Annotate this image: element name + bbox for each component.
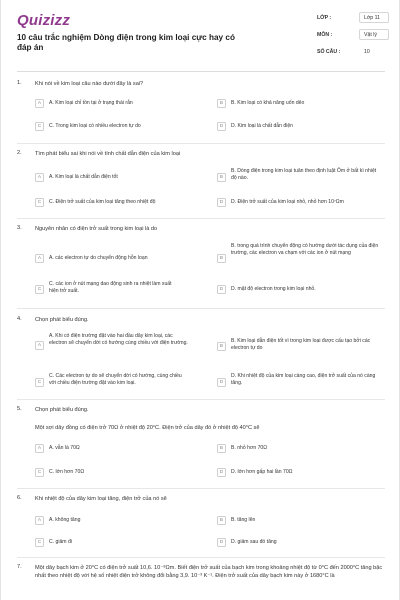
option-text: A. vẫn là 70Ω — [49, 445, 80, 451]
option-text: B. trong quá trình chuyển động có hướng dưới tác dụng của điện trường, các electron va chạm với các ion ở nút mạng — [231, 243, 379, 256]
option-text: C. Trong kim loại có nhiều electron tự do — [49, 123, 141, 129]
option-text: D. giảm sau đó tăng — [231, 539, 277, 545]
class-value: Lớp 11 — [359, 12, 389, 23]
header-divider — [17, 71, 385, 72]
question-count-value: 10 — [364, 49, 370, 55]
option-text: A. các electron tự do chuyển động hỗn loạn — [49, 255, 148, 261]
question-divider — [17, 557, 385, 558]
option-text: C. các ion ở nút mạng dao động sinh ra nhiệt làm xuất hiện trở suất. — [49, 281, 172, 294]
option-letter-box: D — [217, 198, 226, 207]
option-letter-box: A — [35, 99, 44, 108]
question-number: 5. — [17, 406, 22, 412]
option-letter-box: D — [217, 538, 226, 547]
question-number: 2. — [17, 150, 22, 156]
option-text: A. Khi có điện trường đặt vào hai đầu dây kim loại, các electron sẽ chuyển dời có hướng cùng chiều với điện trường. — [49, 333, 188, 346]
option-letter-box: B — [217, 516, 226, 525]
option-text: C. giảm đi — [49, 539, 72, 545]
option-letter-box: C — [35, 468, 44, 477]
question-divider — [17, 399, 385, 400]
question-subtext: Một sợi dây đồng có điện trở 70Ω ở nhiệt độ 20°C. Điện trở của dây đó ở nhiệt độ 40°C sẽ — [35, 425, 260, 431]
option-letter-box: A — [35, 444, 44, 453]
question-text: Chọn phát biểu đúng. — [35, 407, 89, 413]
question-divider — [17, 143, 385, 144]
question-number: 6. — [17, 495, 22, 501]
question-number: 4. — [17, 316, 22, 322]
option-letter-box: D — [217, 122, 226, 131]
option-text: B. Dòng điện trong kim loại tuân theo định luật Ôm ở bất kì nhiệt độ nào. — [231, 168, 377, 181]
option-text: D. Kim loại là chất dẫn điện — [231, 123, 294, 129]
option-text: C. Các electron tự do sẽ chuyển dời có hướng, cùng chiều với chiều điện trường đặt vào kim loại. — [49, 373, 182, 386]
option-letter-box: C — [35, 198, 44, 207]
question-text: Chọn phát biểu đúng. — [35, 317, 89, 323]
question-text: Một dây bạch kim ở 20°C có điện trở suất 10,6. 10⁻⁸Ωm. Biết điện trở suất của bạch kim trong khoảng nhiệt độ từ 0°C đến 2000°C tăng bậc nhất theo nhiệt độ với hệ số nhiệt điện trở không đổi bằng 3,9. 10⁻³ K⁻¹. Điện trở suất của dây bạch kim này ở 1680°C là — [35, 565, 383, 579]
question-count-label: SỐ CÂU : — [317, 49, 341, 55]
option-text: D. Điện trở suất của kim loại nhỏ, nhỏ hơn 10⁷Ωm — [231, 199, 344, 205]
option-letter-box: A — [35, 173, 44, 182]
question-number: 1. — [17, 80, 22, 86]
worksheet-header — [1, 0, 400, 68]
option-letter-box: B — [217, 444, 226, 453]
class-label: LỚP : — [317, 15, 332, 21]
option-letter-box: B — [217, 99, 226, 108]
option-letter-box: C — [35, 378, 44, 387]
option-letter-box: B — [217, 342, 226, 351]
question-text: Nguyên nhân có điện trở suất trong kim loại là do — [35, 226, 158, 232]
subject-label: MÔN : — [317, 32, 333, 38]
option-letter-box: A — [35, 341, 44, 350]
option-text: A. không tăng — [49, 517, 81, 523]
option-text: B. tăng lên — [231, 517, 256, 523]
option-letter-box: C — [35, 122, 44, 131]
option-letter-box: C — [35, 285, 44, 294]
option-text: B. Kim loại dẫn điện tốt vì trong kim loại được cấu tạo bởi các electron tự do — [231, 338, 371, 351]
option-text: A. Kim loại chỉ tồn tại ở trạng thái rắn — [49, 100, 133, 106]
option-text: C. lớn hơn 70Ω — [49, 469, 85, 475]
option-text: D. mật độ electron trong kim loại nhỏ. — [231, 286, 316, 292]
worksheet-title: 10 câu trắc nghiệm Dòng điện trong kim loại cực hay có đáp án — [17, 33, 235, 52]
option-letter-box: B — [217, 173, 226, 182]
question-text: Tìm phát biểu sai khi nói về tính chất dẫn điện của kim loại — [35, 151, 181, 157]
option-text: D. lớn hơn gấp hai lần 70Ω — [231, 469, 293, 475]
option-text: B. nhỏ hơn 70Ω — [231, 445, 268, 451]
option-letter-box: D — [217, 468, 226, 477]
question-divider — [17, 308, 385, 309]
question-number: 3. — [17, 225, 22, 231]
option-letter-box: B — [217, 254, 226, 263]
option-letter-box: A — [35, 516, 44, 525]
option-text: C. Điện trở suất của kim loại tăng theo nhiệt độ — [49, 199, 156, 205]
option-text: A. Kim loại là chất dẫn điện tốt — [49, 174, 118, 180]
subject-value: Vật lý — [359, 29, 389, 40]
question-text: Khi nhiệt độ của dây kim loại tăng, điện trở của nó sẽ — [35, 496, 167, 502]
option-text: B. Kim loại có khả năng uốn dẻo — [231, 100, 305, 106]
option-letter-box: D — [217, 378, 226, 387]
question-text: Khi nói về kim loại câu nào dưới đây là sai? — [35, 81, 144, 87]
question-number: 7. — [17, 564, 22, 570]
option-letter-box: C — [35, 538, 44, 547]
option-text: D. Khi nhiệt độ của kim loại càng cao, điện trở suất của nó càng tăng. — [231, 373, 376, 386]
question-divider — [17, 488, 385, 489]
quizizz-logo: Quizizz — [17, 12, 71, 29]
question-divider — [17, 218, 385, 219]
option-letter-box: A — [35, 254, 44, 263]
option-letter-box: D — [217, 285, 226, 294]
